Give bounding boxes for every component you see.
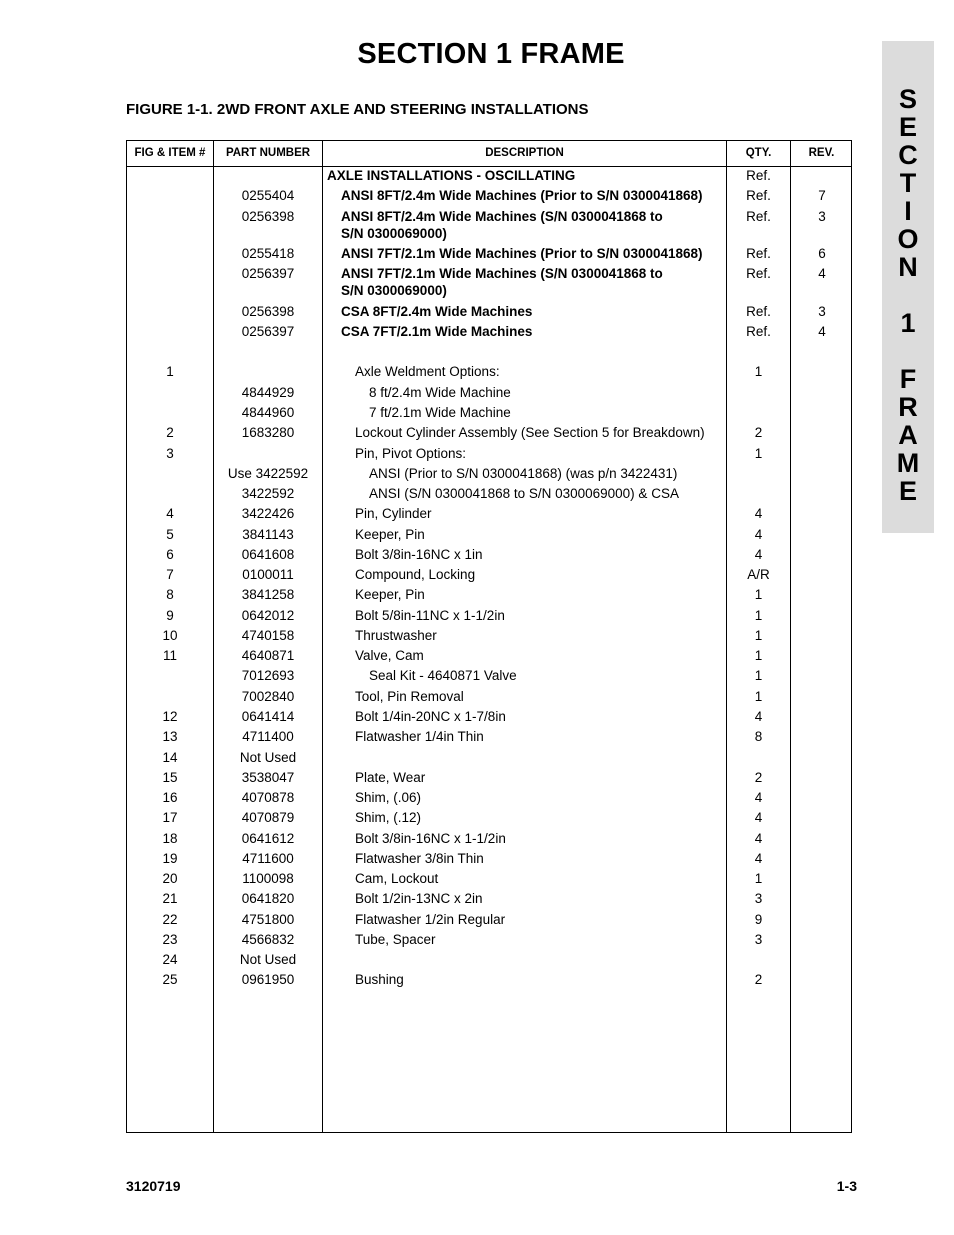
part-number: Use 3422592 bbox=[227, 466, 309, 481]
quantity: 4 bbox=[754, 547, 763, 562]
description: Flatwasher 1/2in Regular bbox=[355, 912, 506, 927]
quantity: 9 bbox=[754, 912, 763, 927]
item-number: 3 bbox=[166, 446, 174, 461]
quantity: 2 bbox=[754, 770, 763, 785]
description: Pin, Cylinder bbox=[355, 506, 432, 521]
description: Pin, Pivot Options: bbox=[355, 446, 467, 461]
part-number: 0641608 bbox=[241, 547, 295, 562]
quantity: 1 bbox=[754, 689, 763, 704]
part-number: 0961950 bbox=[241, 972, 295, 987]
description bbox=[341, 208, 741, 242]
item-number: 6 bbox=[166, 547, 174, 562]
quantity: 4 bbox=[754, 831, 763, 846]
quantity: Ref. bbox=[746, 266, 771, 281]
item-number: 5 bbox=[166, 527, 174, 542]
part-number: 0256397 bbox=[241, 266, 295, 281]
part-number: 3422592 bbox=[241, 486, 295, 501]
part-number: 1100098 bbox=[242, 871, 294, 886]
item-number: 16 bbox=[162, 790, 178, 805]
item-number: 1 bbox=[166, 364, 174, 379]
revision: 3 bbox=[818, 304, 826, 319]
section-title: SECTION 1 FRAME bbox=[357, 38, 625, 70]
part-number: 0100011 bbox=[242, 567, 294, 582]
item-number: 12 bbox=[162, 709, 178, 724]
description: Plate, Wear bbox=[355, 770, 426, 785]
description: Bolt 5/8in-11NC x 1-1/2in bbox=[355, 608, 505, 623]
description-line: ANSI 7FT/2.1m Wide Machines (S/N 0300041868 to bbox=[341, 266, 663, 281]
part-number: 4711400 bbox=[242, 729, 294, 744]
quantity: 1 bbox=[754, 446, 763, 461]
side-tab-letter: I bbox=[904, 196, 912, 226]
description: Flatwasher 1/4in Thin bbox=[355, 729, 484, 744]
description: 8 ft/2.4m Wide Machine bbox=[369, 385, 511, 400]
quantity: 4 bbox=[754, 709, 763, 724]
side-tab-letter: N bbox=[898, 252, 918, 282]
description: Valve, Cam bbox=[355, 648, 424, 663]
part-number: Not Used bbox=[239, 750, 297, 765]
part-number: 4566832 bbox=[241, 932, 295, 947]
description: Tube, Spacer bbox=[355, 932, 436, 947]
part-number: 4844960 bbox=[241, 405, 295, 420]
quantity: 1 bbox=[754, 871, 763, 886]
revision: 7 bbox=[818, 188, 826, 203]
part-number: 3422426 bbox=[241, 506, 295, 521]
part-number: 0256398 bbox=[241, 209, 295, 224]
quantity: 4 bbox=[754, 810, 763, 825]
item-number: 9 bbox=[166, 608, 174, 623]
quantity: 4 bbox=[754, 790, 763, 805]
item-number: 18 bbox=[162, 831, 178, 846]
side-tab-letter: T bbox=[899, 168, 917, 198]
item-number: 23 bbox=[162, 932, 178, 947]
description: Flatwasher 3/8in Thin bbox=[355, 851, 484, 866]
part-number: 0256398 bbox=[241, 304, 295, 319]
description: Shim, (.12) bbox=[355, 810, 422, 825]
revision: 4 bbox=[818, 266, 826, 281]
quantity: 3 bbox=[754, 891, 763, 906]
part-number: 3538047 bbox=[241, 770, 295, 785]
quantity: 1 bbox=[754, 648, 763, 663]
side-tab-letter: F bbox=[899, 364, 917, 394]
parts-table bbox=[126, 140, 852, 1133]
column-divider bbox=[322, 141, 323, 1132]
part-number: 4751800 bbox=[241, 912, 295, 927]
quantity: 1 bbox=[754, 608, 763, 623]
description: Compound, Locking bbox=[355, 567, 476, 582]
description: Tool, Pin Removal bbox=[355, 689, 464, 704]
description: ANSI (Prior to S/N 0300041868) (was p/n 3422431) bbox=[369, 466, 678, 481]
side-tab-letter: M bbox=[896, 448, 920, 478]
part-number: 4070878 bbox=[241, 790, 295, 805]
part-number: 3841258 bbox=[241, 587, 295, 602]
section-side-tab bbox=[882, 41, 934, 533]
side-tab-letter: S bbox=[898, 84, 917, 114]
quantity: 4 bbox=[754, 527, 763, 542]
item-number: 22 bbox=[162, 912, 178, 927]
item-number: 13 bbox=[162, 729, 178, 744]
side-tab-letter: O bbox=[897, 224, 919, 254]
part-number: 7002840 bbox=[241, 689, 295, 704]
item-number: 8 bbox=[166, 587, 174, 602]
part-number: 0642012 bbox=[241, 608, 295, 623]
description: Axle Weldment Options: bbox=[355, 364, 500, 379]
description: Seal Kit - 4640871 Valve bbox=[369, 668, 517, 683]
quantity: A/R bbox=[747, 567, 770, 582]
description: 7 ft/2.1m Wide Machine bbox=[369, 405, 511, 420]
quantity: 8 bbox=[754, 729, 763, 744]
quantity: 4 bbox=[754, 506, 763, 521]
quantity: 2 bbox=[754, 425, 763, 440]
part-number: 4640871 bbox=[241, 648, 295, 663]
description: Bolt 3/8in-16NC x 1in bbox=[355, 547, 483, 562]
item-number: 24 bbox=[162, 952, 178, 967]
header-description: DESCRIPTION bbox=[485, 147, 564, 159]
header-rev: REV. bbox=[808, 147, 835, 159]
item-number: 14 bbox=[162, 750, 178, 765]
side-tab-letter: C bbox=[898, 140, 918, 170]
description: Shim, (.06) bbox=[355, 790, 422, 805]
item-number: 21 bbox=[162, 891, 178, 906]
item-number: 4 bbox=[166, 506, 174, 521]
description: Keeper, Pin bbox=[355, 527, 425, 542]
description: ANSI 7FT/2.1m Wide Machines (Prior to S/N 0300041868) bbox=[341, 246, 703, 261]
part-number: 0641612 bbox=[241, 831, 295, 846]
header-part-number: PART NUMBER bbox=[225, 147, 311, 159]
part-number: Not Used bbox=[239, 952, 297, 967]
description: Thrustwasher bbox=[355, 628, 437, 643]
part-number: 1683280 bbox=[241, 425, 295, 440]
side-tab-letter: 1 bbox=[900, 308, 916, 338]
quantity: Ref. bbox=[746, 168, 771, 183]
item-number: 25 bbox=[162, 972, 178, 987]
item-number: 10 bbox=[162, 628, 178, 643]
quantity: 3 bbox=[754, 932, 763, 947]
header-fig-item: FIG & ITEM # bbox=[134, 147, 206, 159]
description: Bushing bbox=[355, 972, 404, 987]
quantity: 1 bbox=[754, 364, 763, 379]
page-number: 1-3 bbox=[836, 1178, 857, 1194]
item-number: 2 bbox=[166, 425, 174, 440]
revision: 3 bbox=[818, 209, 826, 224]
part-number: 0255404 bbox=[241, 188, 295, 203]
part-number: 7012693 bbox=[241, 668, 295, 683]
quantity: 4 bbox=[754, 851, 763, 866]
quantity: 1 bbox=[754, 668, 763, 683]
header-qty: QTY. bbox=[745, 147, 772, 159]
description: Bolt 3/8in-16NC x 1-1/2in bbox=[355, 831, 506, 846]
description bbox=[341, 265, 741, 299]
description: Bolt 1/4in-20NC x 1-7/8in bbox=[355, 709, 506, 724]
description: Bolt 1/2in-13NC x 2in bbox=[355, 891, 483, 906]
description-line: ANSI 8FT/2.4m Wide Machines (S/N 0300041868 to bbox=[341, 209, 663, 224]
description: ANSI (S/N 0300041868 to S/N 0300069000) & CSA bbox=[369, 486, 679, 501]
quantity: Ref. bbox=[746, 209, 771, 224]
quantity: 2 bbox=[754, 972, 763, 987]
item-number: 11 bbox=[162, 648, 177, 663]
quantity: Ref. bbox=[746, 304, 771, 319]
description: Keeper, Pin bbox=[355, 587, 425, 602]
part-number: 0256397 bbox=[241, 324, 295, 339]
description: Lockout Cylinder Assembly (See Section 5 for Breakdown) bbox=[355, 425, 705, 440]
item-number: 15 bbox=[162, 770, 178, 785]
part-number: 4844929 bbox=[241, 385, 295, 400]
description-line: S/N 0300069000) bbox=[341, 283, 447, 298]
description: CSA 8FT/2.4m Wide Machines bbox=[341, 304, 533, 319]
item-number: 20 bbox=[162, 871, 178, 886]
figure-title: FIGURE 1-1. 2WD FRONT AXLE AND STEERING INSTALLATIONS bbox=[126, 101, 589, 118]
description: CSA 7FT/2.1m Wide Machines bbox=[341, 324, 533, 339]
side-tab-letter: A bbox=[898, 420, 918, 450]
description: ANSI 8FT/2.4m Wide Machines (Prior to S/N 0300041868) bbox=[341, 188, 703, 203]
quantity: 1 bbox=[754, 628, 763, 643]
part-number: 0641414 bbox=[241, 709, 295, 724]
item-number: 17 bbox=[162, 810, 178, 825]
part-number: 4740158 bbox=[241, 628, 295, 643]
part-number: 0641820 bbox=[241, 891, 295, 906]
quantity: Ref. bbox=[746, 324, 771, 339]
document-number: 3120719 bbox=[126, 1178, 181, 1194]
item-number: 19 bbox=[162, 851, 178, 866]
part-number: 0255418 bbox=[241, 246, 295, 261]
revision: 4 bbox=[818, 324, 826, 339]
part-number: 4070879 bbox=[241, 810, 295, 825]
part-number: 3841143 bbox=[242, 527, 294, 542]
description: AXLE INSTALLATIONS - OSCILLATING bbox=[327, 168, 576, 183]
side-tab-letter: R bbox=[898, 392, 918, 422]
description: Cam, Lockout bbox=[355, 871, 439, 886]
item-number: 7 bbox=[166, 567, 174, 582]
revision: 6 bbox=[818, 246, 826, 261]
quantity: 1 bbox=[754, 587, 763, 602]
quantity: Ref. bbox=[746, 188, 771, 203]
side-tab-letter: E bbox=[898, 476, 917, 506]
side-tab-letter: E bbox=[898, 112, 917, 142]
description-line: S/N 0300069000) bbox=[341, 226, 447, 241]
column-divider bbox=[790, 141, 791, 1132]
part-number: 4711600 bbox=[242, 851, 294, 866]
quantity: Ref. bbox=[746, 246, 771, 261]
